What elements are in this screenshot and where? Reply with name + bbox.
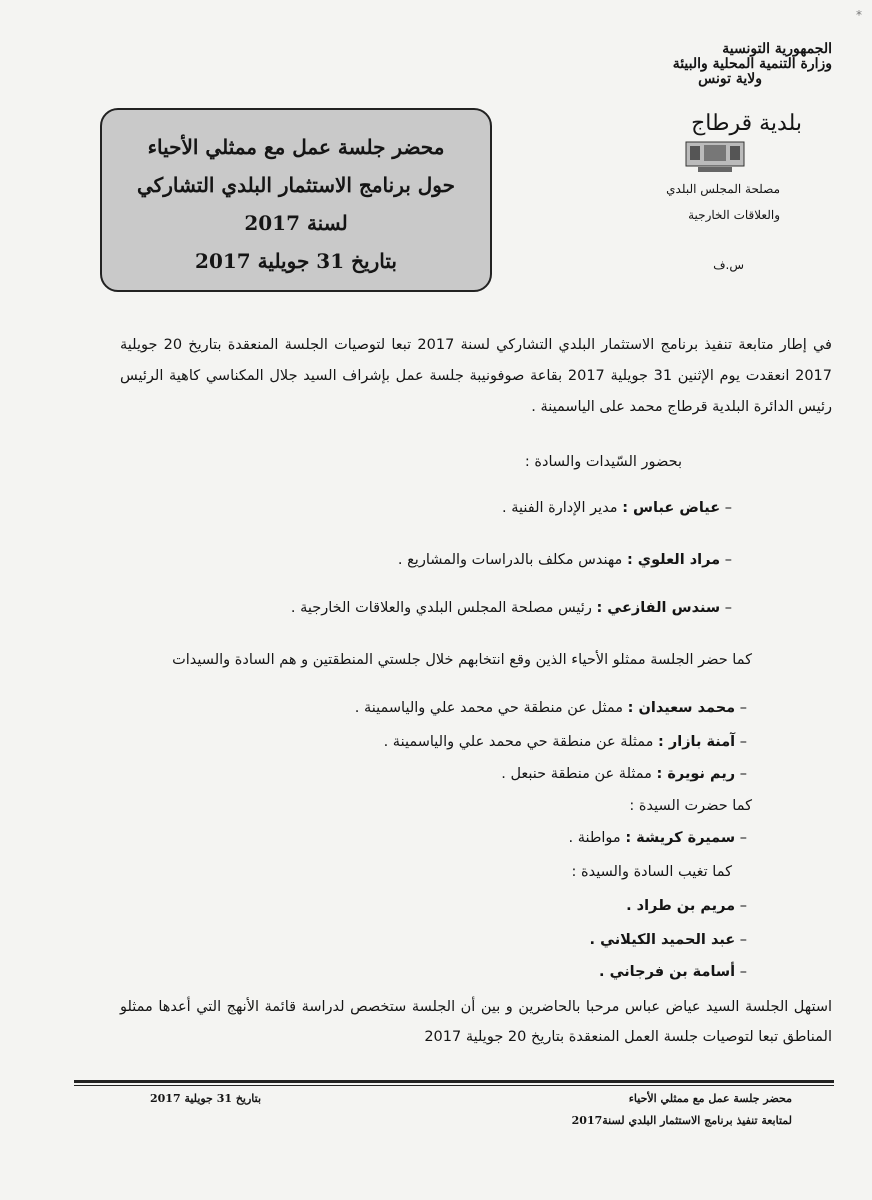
footer-title: محضر جلسة عمل مع ممثلي الأحياء <box>628 1092 792 1105</box>
footer-divider <box>74 1080 834 1083</box>
title-line-2: حول برنامج الاستثمار البلدي التشاركي <box>137 173 455 197</box>
department-line-1: مصلحة المجلس البلدي <box>666 182 780 196</box>
footer-subtitle: لمتابعة تنفيذ برنامج الاستثمار البلدي لسنة2017 <box>571 1114 792 1127</box>
representative-2: – آمنة بازار : ممثلة عن منطقة حي محمد علي والياسمينة . <box>383 734 747 750</box>
absent-2: – عبد الحميد الكيلاني . <box>589 932 747 948</box>
absent-1-name: مريم بن طراد . <box>626 898 736 914</box>
representative-1: – محمد سعيدان : ممثل عن منطقة حي محمد علي والياسمينة . <box>354 700 747 716</box>
opening-paragraph: استهل الجلسة السيد عياض عباس مرحبا بالحاضرين و بين أن الجلسة ستخصص لدراسة قائمة الأنهج التي أعدها ممثلو المناطق تبعا لتوصيات جلسة العمل المنعقدة بتاريخ 20 جويلية 2017 <box>120 999 832 1045</box>
corner-mark: * <box>856 8 862 22</box>
municipality-emblem-icon <box>684 140 746 174</box>
department-line-2: والعلاقات الخارجية <box>688 208 780 222</box>
title-line-4: بتاريخ 31 جويلية 2017 <box>195 249 397 273</box>
representatives-intro: كما حضر الجلسة ممثلو الأحياء الذين وقع انتخابهم خلال جلستي المنطقتين و هم السادة والسيدات <box>172 652 752 668</box>
official-1-role: مدير الإدارة الفنية . <box>502 500 618 516</box>
official-3-role: رئيس مصلحة المجلس البلدي والعلاقات الخارجية . <box>290 600 592 616</box>
intro-paragraph: في إطار متابعة تنفيذ برنامج الاستثمار البلدي التشاركي لسنة 2017 تبعا لتوصيات الجلسة المنعقدة بتاريخ 20 جويلية 2017 انعقدت يوم الإثنين 31 جويلية 2017 بقاعة صوفونيبة جلسة عمل بإشراف السيد جلال المكناسي كاهية الرئيس رئيس الدائرة البلدية قرطاج محمد على الياسمينة . <box>120 337 832 415</box>
representative-2-role: ممثلة عن منطقة حي محمد علي والياسمينة . <box>383 734 654 750</box>
representative-3-name: ريم نويرة : <box>656 766 736 782</box>
also-attended-1-name: سميرة كريشة : <box>625 830 736 846</box>
title-line-3: لسنة 2017 <box>244 211 348 235</box>
absent-3: – أسامة بن فرجاني . <box>599 964 747 980</box>
representative-1-role: ممثل عن منطقة حي محمد علي والياسمينة . <box>354 700 624 716</box>
letterhead <box>532 42 832 136</box>
official-2-name: مراد العلوي : <box>626 552 721 568</box>
representative-2-name: آمنة بازار : <box>658 734 736 750</box>
title-box <box>100 108 492 292</box>
representative-1-name: محمد سعيدان : <box>627 700 736 716</box>
reference-code: س.ف <box>713 258 744 272</box>
official-2: – مراد العلوي : مهندس مكلف بالدراسات والمشاريع . <box>397 552 732 568</box>
also-attended-1: – سميرة كريشة : مواطنة . <box>568 830 747 846</box>
title-line-1: محضر جلسة عمل مع ممثلي الأحياء <box>147 135 445 159</box>
republic-line-1: الجمهورية التونسية <box>722 41 832 57</box>
footer-date: بتاريخ 31 جويلية 2017 <box>150 1092 262 1105</box>
official-3-name: سندس الفازعي : <box>596 600 721 616</box>
republic-line-2: وزارة التنمية المحلية والبيئة <box>672 56 832 72</box>
also-attended-intro: كما حضرت السيدة : <box>629 798 752 814</box>
absent-2-name: عبد الحميد الكيلاني . <box>589 932 736 948</box>
department <box>666 176 780 228</box>
official-1-name: عياض عباس : <box>622 500 721 516</box>
attendance-intro: بحضور السّيدات والسادة : <box>524 454 682 470</box>
official-3: – سندس الفازعي : رئيس مصلحة المجلس البلدي والعلاقات الخارجية . <box>290 600 732 616</box>
representative-3-role: ممثلة عن منطقة حنبعل . <box>501 766 652 782</box>
absent-intro: كما تغيب السادة والسيدة : <box>571 864 732 880</box>
footer-divider-thin <box>74 1085 834 1086</box>
absent-3-name: أسامة بن فرجاني . <box>599 964 736 980</box>
representative-3: – ريم نويرة : ممثلة عن منطقة حنبعل . <box>501 766 747 782</box>
municipality-name: بلدية قرطاج <box>691 111 802 136</box>
official-2-role: مهندس مكلف بالدراسات والمشاريع . <box>397 552 623 568</box>
republic-line-3: ولاية تونس <box>698 71 762 87</box>
also-attended-1-role: مواطنة . <box>568 830 621 846</box>
absent-1: – مريم بن طراد . <box>626 898 747 914</box>
official-1: – عياض عباس : مدير الإدارة الفنية . <box>502 500 732 516</box>
